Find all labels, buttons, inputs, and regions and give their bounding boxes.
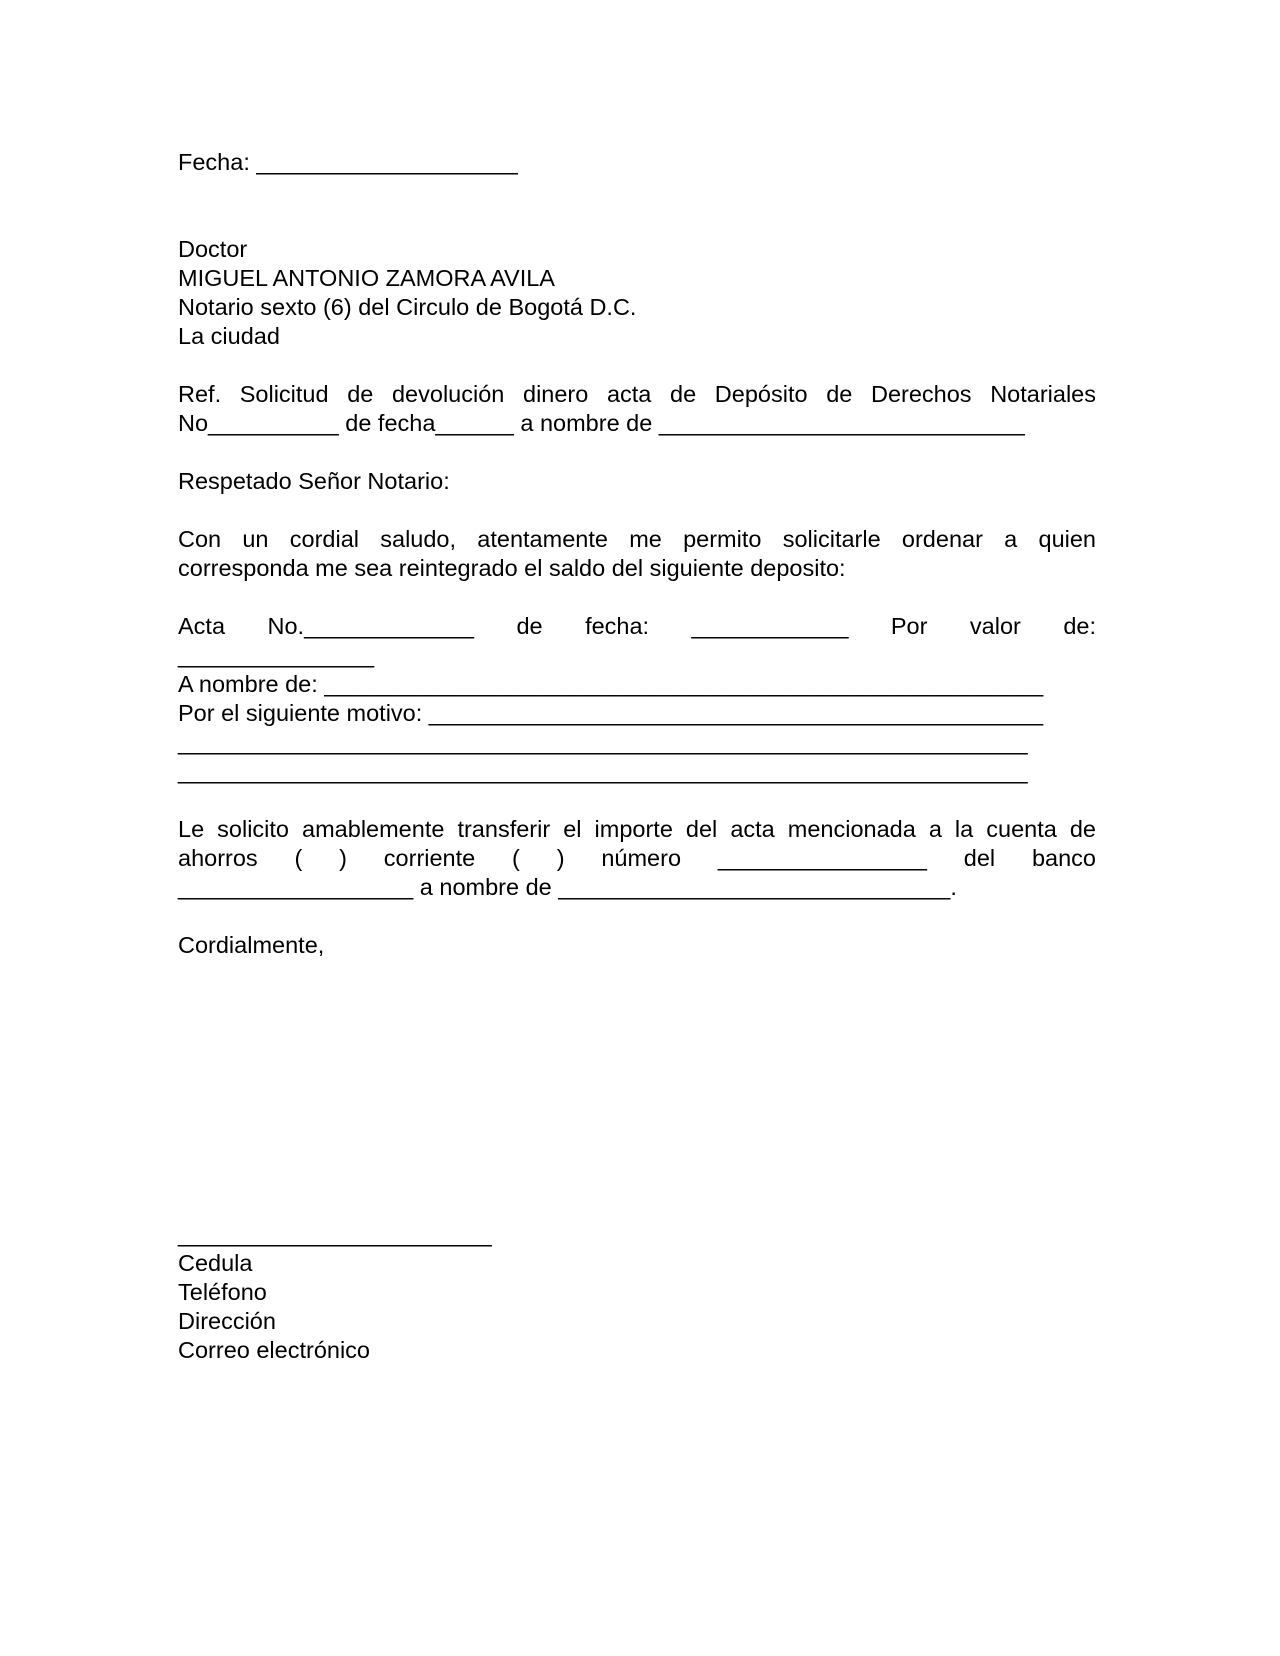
intro-line-1: Con un cordial saludo, atentamente me permito solicitarle ordenar a quien: [178, 526, 1096, 552]
intro-paragraph: [178, 525, 1096, 583]
signature-direccion: Dirección: [178, 1308, 276, 1334]
nombre-line: A nombre de: _______________________________________________________: [178, 671, 1044, 697]
acta-line: Acta No._____________ de fecha: ____________ Por valor de:: [178, 613, 1096, 639]
motivo-line: Por el siguiente motivo: _______________________________________________: [178, 700, 1044, 726]
fecha-line: Fecha: ____________________: [178, 149, 518, 175]
signature-block: [178, 1220, 1096, 1365]
recipient-name: MIGUEL ANTONIO ZAMORA AVILA: [178, 265, 555, 291]
transfer-line-1: Le solicito amablemente transferir el importe del acta mencionada a la cuenta de: [178, 816, 1096, 842]
signature-cedula: Cedula: [178, 1250, 253, 1276]
signature-correo: Correo electrónico: [178, 1337, 371, 1363]
spacer: [178, 177, 1096, 235]
motivo-blank-line-1: _________________________________________________________________: [178, 729, 1028, 755]
acta-line-continuation: _______________: [178, 642, 375, 668]
reference-block: [178, 380, 1096, 438]
transfer-line-2: ahorros ( ) corriente ( ) número ________________ del banco: [178, 845, 1096, 871]
signature-telefono: Teléfono: [178, 1279, 267, 1305]
signature-space: [178, 960, 1096, 1220]
recipient-office: Notario sexto (6) del Circulo de Bogotá D.C.: [178, 294, 637, 320]
intro-line-2: corresponda me sea reintegrado el saldo del siguiente deposito:: [178, 555, 846, 581]
spacer: [178, 351, 1096, 380]
spacer: [178, 786, 1096, 815]
transfer-paragraph: [178, 815, 1096, 902]
transfer-line-3: __________________ a nombre de ______________________________.: [178, 874, 957, 900]
signature-line: ________________________: [178, 1221, 492, 1247]
spacer: [178, 496, 1096, 525]
reference-line-2: No__________ de fecha______ a nombre de ____________________________: [178, 410, 1025, 436]
salutation: Respetado Señor Notario:: [178, 468, 450, 494]
reference-line-1: Ref. Solicitud de devolución dinero acta de Depósito de Derechos Notariales: [178, 381, 1096, 407]
spacer: [178, 583, 1096, 612]
recipient-title: Doctor: [178, 236, 248, 262]
letter-body: [178, 148, 1096, 1365]
spacer: [178, 438, 1096, 467]
closing: Cordialmente,: [178, 932, 325, 958]
spacer: [178, 902, 1096, 931]
recipient-city: La ciudad: [178, 323, 280, 349]
motivo-blank-line-2: _________________________________________________________________: [178, 758, 1028, 784]
deposit-block: [178, 612, 1096, 786]
recipient-block: [178, 235, 1096, 351]
